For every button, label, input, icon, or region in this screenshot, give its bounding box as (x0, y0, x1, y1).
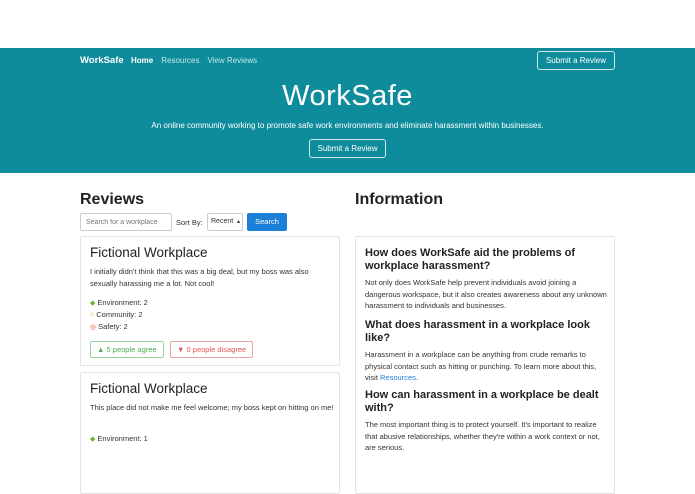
rating-environment-label: Environment: 2 (97, 298, 148, 307)
rating-safety (90, 322, 128, 331)
sort-updown-icon: ▴ (236, 219, 240, 225)
resources-link[interactable]: Resources (380, 373, 416, 382)
agree-count-label: 5 people agree (106, 345, 157, 354)
leaf-icon: ◆ (90, 299, 96, 307)
workplace-search-input[interactable] (80, 213, 172, 231)
rating-community (90, 310, 143, 319)
review-text: I initially didn't think that this was a big deal, but my boss was also sexually harassing me a lot. Not cool! (90, 267, 309, 288)
faq-answer-text: Harassment in a workplace can be anything from crude remarks to physical contact such as hitting or punching. To learn more about this, visit (365, 350, 597, 382)
hero-submit-review-button[interactable]: Submit a Review (309, 139, 386, 158)
information-heading: Information (355, 191, 443, 208)
review-card (80, 372, 340, 494)
reviews-section (80, 173, 340, 494)
brand-logo[interactable]: WorkSafe (80, 55, 124, 66)
information-card (355, 236, 615, 494)
hero-banner (0, 48, 695, 173)
sort-select[interactable] (207, 213, 243, 231)
nav-link-resources[interactable]: Resources (161, 56, 200, 65)
faq-item (365, 319, 609, 384)
faq-answer: Not only does WorkSafe help prevent individuals avoid joining a dangerous workspace, but it also creates awareness about any unknown harassment to individuals and businesses. (365, 278, 607, 310)
nav-submit-review-button[interactable]: Submit a Review (537, 51, 615, 70)
life-ring-icon: ◎ (90, 323, 97, 331)
rating-environment (90, 298, 148, 307)
faq-answer: The most important thing is to protect yourself. It's important to realize that abusive relationships, whether they're within a work context or not, are serious. (365, 420, 600, 452)
nav-link-home[interactable]: Home (131, 56, 154, 65)
leaf-icon: ◆ (90, 435, 96, 443)
rating-community-label: Community: 2 (96, 310, 143, 319)
rating-environment (90, 434, 148, 443)
disagree-button[interactable] (170, 341, 253, 358)
sort-select-value: Recent (211, 218, 234, 225)
home-icon: ⌂ (90, 311, 95, 318)
thumbs-up-icon: ▲ (97, 345, 105, 354)
faq-question: What does harassment in a workplace look like? (365, 319, 590, 344)
faq-question: How can harassment in a workplace be dealt with? (365, 389, 599, 414)
faq-item (365, 247, 609, 312)
top-blank-area (0, 0, 695, 48)
information-section (355, 173, 615, 494)
top-navbar (80, 48, 615, 74)
faq-question: How does WorkSafe aid the problems of workplace harassment? (365, 247, 576, 272)
faq-item (365, 389, 609, 454)
hero-subtitle: An online community working to promote safe work environments and eliminate harassment within businesses. (151, 121, 544, 130)
sort-by-label: Sort By: (176, 218, 203, 227)
disagree-count-label: 0 people disagree (186, 345, 247, 354)
review-card (80, 236, 340, 366)
hero-title: WorkSafe (282, 80, 413, 112)
rating-safety-label: Safety: 2 (98, 322, 128, 331)
agree-button[interactable] (90, 341, 164, 358)
nav-links (131, 56, 257, 65)
reviews-heading: Reviews (80, 191, 145, 208)
review-workplace-name[interactable]: Fictional Workplace (90, 245, 208, 260)
thumbs-down-icon: ▼ (177, 345, 185, 354)
review-workplace-name[interactable]: Fictional Workplace (90, 381, 208, 396)
review-text: This place did not make me feel welcome; my boss kept on hitting on me! (90, 403, 334, 412)
faq-answer-end: . (415, 373, 418, 382)
faq-answer (365, 349, 609, 384)
nav-link-view-reviews[interactable]: View Reviews (207, 56, 258, 65)
search-button[interactable]: Search (247, 213, 287, 231)
review-search-bar (80, 213, 340, 231)
rating-environment-label: Environment: 1 (97, 434, 148, 443)
